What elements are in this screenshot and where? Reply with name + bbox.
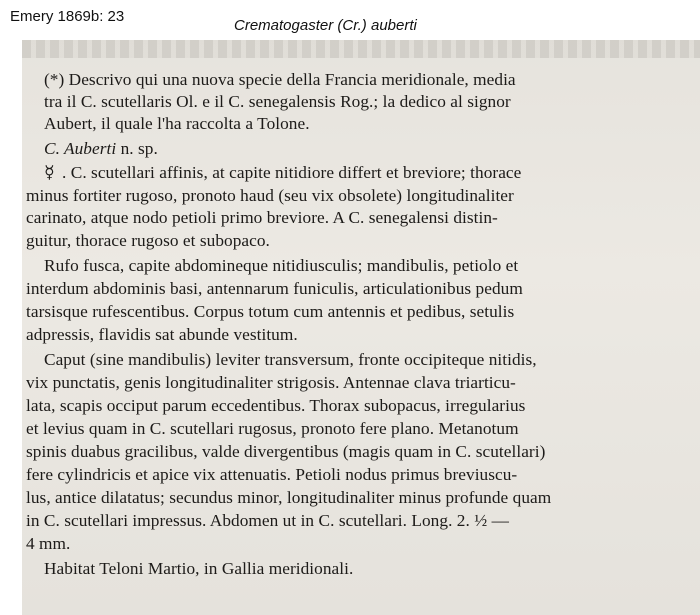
species-heading <box>44 139 158 159</box>
footnote-line-1: (*) Descrivo qui una nuova specie della Francia meridionale, media <box>44 70 516 89</box>
description-line-9: 4 mm. <box>26 534 71 553</box>
description-line-4: et levius quam in C. scutellari rugosus, pronoto fere plano. Metanotum <box>26 419 519 438</box>
color-line-1: Rufo fusca, capite abdomineque nitidiusculis; mandibulis, petiolo et <box>44 256 519 275</box>
diagnosis-line-1 <box>44 163 521 183</box>
diagnosis-line-4: guitur, thorace rugoso et subopaco. <box>26 231 270 250</box>
diagnosis-text: . C. scutellari affinis, at capite nitidiore differt et breviore; thorace <box>62 163 522 182</box>
footnote-line-3: Aubert, il quale l'ha raccolta a Tolone. <box>44 114 310 133</box>
color-line-3: tarsisque rufescentibus. Corpus totum cum antennis et pedibus, setulis <box>26 302 515 321</box>
diagnosis-line-3: carinato, atque nodo petioli primo breviore. A C. senegalensi distin- <box>26 208 498 227</box>
description-line-3: lata, scapis occiput parum eccedentibus. Thorax subopacus, irregularius <box>26 396 526 415</box>
diagnosis-line-2: minus fortiter rugoso, pronoto haud (seu vix obsolete) longitudinaliter <box>26 186 514 205</box>
species-suffix: n. sp. <box>120 139 158 158</box>
taxon-title: Crematogaster (Cr.) auberti <box>234 17 417 34</box>
color-line-2: interdum abdominis basi, antennarum funiculis, articulationibus pedum <box>26 279 523 298</box>
color-line-4: adpressis, flavidis sat abunde vestitum. <box>26 325 298 344</box>
bleed-through-text <box>22 40 700 58</box>
header-bar <box>0 0 700 40</box>
citation-label: Emery 1869b: 23 <box>10 8 125 25</box>
species-name: C. Auberti <box>44 139 117 158</box>
description-line-2: vix punctatis, genis longitudinaliter strigosis. Antennae clava triarticu- <box>26 373 516 392</box>
description-line-5: spinis duabus gracilibus, valde divergentibus (magis quam in C. scutellari) <box>26 442 546 461</box>
description-line-7: lus, antice dilatatus; secundus minor, longitudinaliter minus profunde quam <box>26 488 552 507</box>
habitat-line: Habitat Teloni Martio, in Gallia meridionali. <box>44 559 354 578</box>
description-line-1: Caput (sine mandibulis) leviter transversum, fronte occipiteque nitidis, <box>44 350 537 369</box>
worker-symbol-icon: ☿ <box>44 163 55 182</box>
scanned-page <box>22 40 700 615</box>
description-line-6: fere cylindricis et apice vix attenuatis. Petioli nodus primus breviuscu- <box>26 465 518 484</box>
footnote-line-2: tra il C. scutellaris Ol. e il C. senegalensis Rog.; la dedico al signor <box>44 92 511 111</box>
description-line-8: in C. scutellari impressus. Abdomen ut in C. scutellari. Long. 2. ½ — <box>26 511 509 530</box>
